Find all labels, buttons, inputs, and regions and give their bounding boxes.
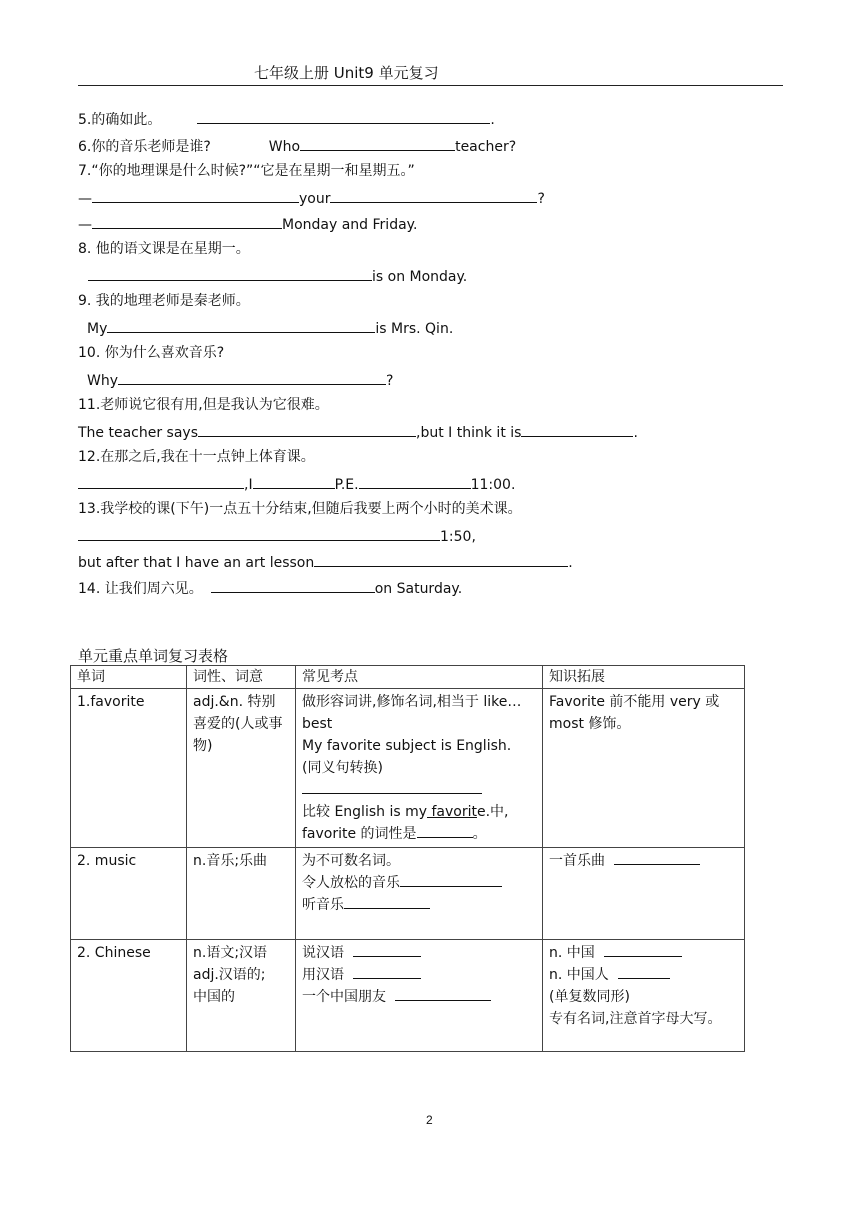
question-12-answer	[78, 474, 515, 494]
row2-point-3-text: 听音乐	[302, 897, 344, 913]
row1-blank[interactable]	[302, 779, 482, 794]
q13-blank-1[interactable]	[78, 526, 440, 541]
q13-time: 1:50,	[440, 529, 476, 545]
row3-meaning-3: 中国的	[193, 989, 235, 1005]
row3-points	[296, 940, 543, 1052]
q13-blank-2[interactable]	[314, 552, 568, 567]
vocab-header-meaning: 词性、词意	[187, 666, 296, 689]
question-11-answer	[78, 422, 638, 442]
q6-end: teacher?	[455, 139, 517, 155]
row1-pos-blank[interactable]	[417, 823, 473, 838]
q10-question-mark: ?	[386, 373, 394, 389]
row2-extend	[543, 848, 745, 940]
row1-blank-line	[302, 779, 536, 801]
q9-tail: is Mrs. Qin.	[375, 321, 454, 337]
question-6	[78, 136, 516, 156]
table-row	[71, 848, 745, 940]
row3-extend-3: (单复数同形)	[549, 989, 630, 1005]
row2-meaning: n.音乐;乐曲	[187, 848, 296, 940]
question-7-line2	[78, 214, 417, 234]
q13-line2-text: but after that I have an art lesson	[78, 555, 315, 571]
row1-point-3: (同义句转换)	[302, 760, 383, 776]
question-9-prompt: 9. 我的地理老师是秦老师。	[78, 293, 250, 309]
table-row	[71, 689, 745, 848]
row1-point-1: 做形容词讲,修饰名词,相当于 like…best	[302, 694, 522, 732]
row3-blank-3[interactable]	[395, 986, 491, 1001]
q14-blank[interactable]	[211, 578, 375, 593]
vocab-header-row	[71, 666, 745, 689]
row3-point-1	[302, 942, 536, 964]
row3-blank-2[interactable]	[353, 964, 421, 979]
row3-extend-blank-1[interactable]	[604, 942, 682, 957]
q7-blank-2[interactable]	[330, 188, 537, 203]
q7-question-mark: ?	[537, 191, 545, 207]
vocab-table	[70, 665, 745, 1052]
vocab-header-word: 单词	[71, 666, 187, 689]
row2-extend-blank[interactable]	[614, 850, 700, 865]
q7-dash-2: —	[78, 217, 92, 233]
row3-blank-1[interactable]	[353, 942, 421, 957]
row3-extend-1-text: n. 中国	[549, 945, 595, 961]
q12-pe: P.E.	[334, 477, 359, 493]
q5-end: .	[490, 112, 495, 128]
header-divider	[78, 85, 783, 86]
row2-blank-2[interactable]	[344, 894, 430, 909]
q6-blank[interactable]	[300, 136, 455, 151]
row2-point-2	[302, 872, 536, 894]
row3-point-2-text: 用汉语	[302, 967, 344, 983]
row2-word: 2. music	[71, 848, 187, 940]
question-10-answer	[78, 370, 393, 390]
q12-blank-1[interactable]	[78, 474, 244, 489]
q10-why: Why	[87, 373, 119, 389]
q7-tail: Monday and Friday.	[282, 217, 418, 233]
question-5	[78, 109, 495, 129]
q11-start: The teacher says	[78, 425, 199, 441]
q8-tail: is on Monday.	[372, 269, 468, 285]
q12-blank-2[interactable]	[253, 474, 335, 489]
row1-point-4	[302, 801, 536, 823]
row3-extend-2	[549, 964, 738, 986]
q12-blank-3[interactable]	[359, 474, 471, 489]
row2-points	[296, 848, 543, 940]
row3-meaning	[187, 940, 296, 1052]
row2-point-3	[302, 894, 536, 916]
vocab-section-title: 单元重点单词复习表格	[78, 647, 229, 665]
q7-your: your	[299, 191, 331, 207]
row2-point-1: 为不可数名词。	[302, 853, 400, 869]
row1-points	[296, 689, 543, 848]
vocab-header-points: 常见考点	[296, 666, 543, 689]
question-7-line1	[78, 188, 545, 208]
q7-blank-3[interactable]	[92, 214, 282, 229]
question-12-prompt: 12.在那之后,我在十一点钟上体育课。	[78, 449, 315, 465]
q7-dash-1: —	[78, 191, 92, 207]
row3-point-3-text: 一个中国朋友	[302, 989, 386, 1005]
row2-blank-1[interactable]	[400, 872, 502, 887]
row2-point-2-text: 令人放松的音乐	[302, 875, 400, 891]
q11-blank-2[interactable]	[521, 422, 633, 437]
row3-meaning-1: n.语文;汉语	[193, 945, 268, 961]
q5-prompt: 5.的确如此。	[78, 112, 162, 128]
row3-point-2	[302, 964, 536, 986]
q13-end: .	[568, 555, 573, 571]
question-13-prompt: 13.我学校的课(下午)一点五十分结束,但随后我要上两个小时的美术课。	[78, 501, 522, 517]
question-13-line1	[78, 526, 476, 546]
question-9-answer	[78, 318, 453, 338]
row1-point-5	[302, 823, 536, 845]
q14-tail: on Saturday.	[374, 581, 463, 597]
row3-extend-4: 专有名词,注意首字母大写。	[549, 1011, 722, 1027]
q9-blank[interactable]	[107, 318, 375, 333]
row1-point-5a: favorite 的词性是	[302, 826, 417, 842]
row3-point-1-text: 说汉语	[302, 945, 344, 961]
question-11-prompt: 11.老师说它很有用,但是我认为它很难。	[78, 397, 329, 413]
question-8-answer	[78, 266, 467, 286]
q9-my: My	[87, 321, 108, 337]
row1-meaning: adj.&n. 特别喜爱的(人或事物)	[187, 689, 296, 848]
page-number: 2	[426, 1113, 433, 1127]
question-10-prompt: 10. 你为什么喜欢音乐?	[78, 345, 225, 361]
row1-point-5b: 。	[472, 826, 487, 842]
row3-extend-blank-2[interactable]	[618, 964, 670, 979]
row1-point-4b: e.中,	[476, 804, 509, 820]
row3-word: 2. Chinese	[71, 940, 187, 1052]
row3-extend-1	[549, 942, 738, 964]
q5-blank[interactable]	[197, 109, 490, 124]
row1-extend: Favorite 前不能用 very 或 most 修饰。	[543, 689, 745, 848]
question-8-prompt: 8. 他的语文课是在星期一。	[78, 241, 250, 257]
q12-i: ,I	[244, 477, 253, 493]
page-header-title: 七年级上册 Unit9 单元复习	[254, 64, 439, 82]
table-row	[71, 940, 745, 1052]
q11-end: .	[633, 425, 638, 441]
row3-extend-2-text: n. 中国人	[549, 967, 609, 983]
row2-extend-text: 一首乐曲	[549, 853, 605, 869]
q11-mid: ,but I think it is	[416, 425, 522, 441]
q10-blank[interactable]	[118, 370, 386, 385]
row3-meaning-2: adj.汉语的;	[193, 967, 266, 983]
question-13-line2	[78, 552, 573, 572]
row3-point-3	[302, 986, 536, 1008]
row1-point-4-underlined: favorit	[427, 804, 477, 820]
row1-word: 1.favorite	[71, 689, 187, 848]
question-14	[78, 578, 462, 598]
row3-extend	[543, 940, 745, 1052]
question-7-prompt: 7.“你的地理课是什么时候?”“它是在星期一和星期五。”	[78, 163, 415, 179]
q12-time: 11:00.	[470, 477, 516, 493]
q14-prompt: 14. 让我们周六见。	[78, 581, 203, 597]
vocab-header-extend: 知识拓展	[543, 666, 745, 689]
q8-blank[interactable]	[88, 266, 372, 281]
row1-point-2: My favorite subject is English.	[302, 738, 512, 754]
q6-who: Who	[268, 139, 301, 155]
q11-blank-1[interactable]	[198, 422, 416, 437]
row1-point-4a: 比较 English is my	[302, 804, 428, 820]
q7-blank-1[interactable]	[92, 188, 299, 203]
q6-prompt: 6.你的音乐老师是谁?	[78, 139, 211, 155]
